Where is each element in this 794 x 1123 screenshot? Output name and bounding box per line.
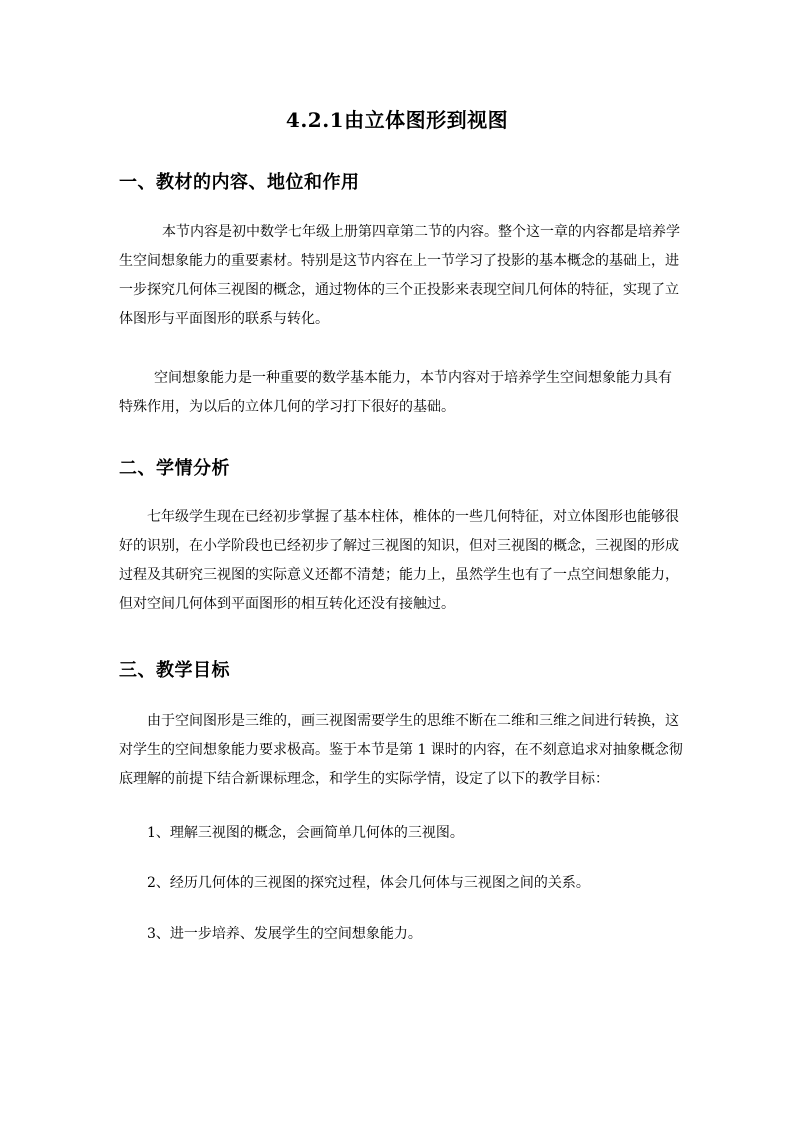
paragraph-line: 特殊作用，为以后的立体几何的学习打下很好的基础。	[119, 399, 455, 415]
paragraph-student-analysis	[119, 503, 679, 619]
paragraph-line: 七年级学生现在已经初步掌握了基本柱体，椎体的一些几何特征，对立体图形也能够很	[147, 509, 679, 525]
section-heading-content-role: 一、教材的内容、地位和作用	[119, 172, 360, 193]
goal-list-item: 3、进一步培养、发展学生的空间想象能力。	[147, 926, 422, 942]
paragraph-line: 好的识别，在小学阶段也已经初步了解过三视图的知识，但对三视图的概念，三视图的形成	[119, 538, 679, 554]
paragraph-content-overview	[119, 218, 680, 334]
paragraph-line: 本节内容是初中数学七年级上册第四章第二节的内容。整个这一章的内容都是培养学	[162, 224, 680, 240]
page-title: 4.2.1由立体图形到视图	[285, 108, 509, 132]
goal-list-item: 2、经历几何体的三视图的探究过程，体会几何体与三视图之间的关系。	[147, 875, 590, 891]
paragraph-spatial-ability	[119, 364, 675, 422]
paragraph-line: 空间想象能力是一种重要的数学基本能力，本节内容对于培养学生空间想象能力具有	[154, 370, 672, 386]
paragraph-teaching-goals	[119, 707, 683, 794]
section-heading-student-analysis: 二、学情分析	[119, 458, 230, 479]
paragraph-line: 生空间想象能力的重要素材。特别是这节内容在上一节学习了投影的基本概念的基础上，进	[119, 253, 679, 269]
paragraph-line: 过程及其研究三视图的实际意义还都不清楚；能力上，虽然学生也有了一点空间想象能力，	[119, 567, 679, 583]
paragraph-line: 体图形与平面图形的联系与转化。	[119, 311, 329, 327]
paragraph-line: 一步探究几何体三视图的概念，通过物体的三个正投影来表现空间几何体的特征，实现了立	[119, 282, 679, 298]
section-heading-teaching-goals: 三、教学目标	[119, 660, 230, 681]
goal-list-item: 1、理解三视图的概念，会画简单几何体的三视图。	[147, 825, 464, 841]
paragraph-line: 由于空间图形是三维的，画三视图需要学生的思维不断在二维和三维之间进行转换，这	[147, 713, 679, 729]
paragraph-line: 但对空间几何体到平面图形的相互转化还没有接触过。	[119, 596, 455, 612]
paragraph-line: 对学生的空间想象能力要求极高。鉴于本节是第 1 课时的内容，在不刻意追求对抽象概念彻	[119, 742, 683, 758]
paragraph-line: 底理解的前提下结合新课标理念，和学生的实际学情，设定了以下的教学目标：	[119, 771, 609, 787]
